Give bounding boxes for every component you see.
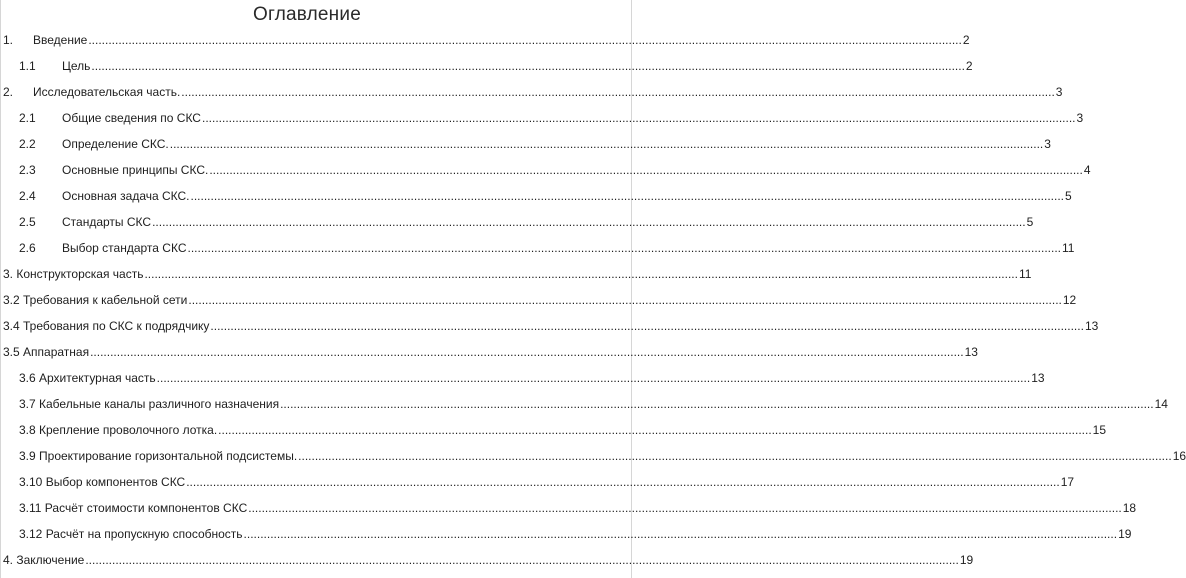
toc-page-number: 13 [1031, 371, 1045, 385]
toc-entry-line [3, 547, 974, 573]
toc-page-number: 3 [1044, 137, 1051, 151]
toc-page-number: 2 [965, 59, 973, 73]
toc-entry[interactable] [1, 131, 1051, 157]
toc-list [1, 27, 1186, 573]
toc-entry[interactable] [1, 183, 1072, 209]
toc-entry[interactable] [1, 157, 1091, 183]
toc-dot-leader: ...................................................................................................................................................................................................................................................................... [181, 85, 1055, 99]
toc-dot-leader: ...................................................................................................................................................................................................................................................................... [298, 449, 1172, 463]
toc-entry-title: Исследовательская часть. [33, 85, 181, 99]
toc-entry-line [19, 131, 1051, 157]
toc-entry[interactable] [1, 209, 1034, 235]
toc-dot-leader: ...................................................................................................................................................................................................................................................................... [210, 319, 1084, 333]
toc-entry-title: Цель [62, 59, 91, 73]
toc-entry-number: 2.2 [19, 137, 36, 151]
toc-entry-title: 3.5 Аппаратная [3, 345, 90, 359]
toc-entry-line [19, 105, 1084, 131]
toc-page-number: 19 [1118, 527, 1132, 541]
toc-entry-number: 2.3 [19, 163, 36, 177]
toc-page-number: 15 [1092, 423, 1107, 437]
toc-dot-leader: ...................................................................................................................................................................................................................................................................... [169, 137, 1044, 151]
toc-entry-number: 2. [3, 85, 14, 99]
toc-entry-number: 2.1 [19, 111, 36, 125]
toc-entry-line [19, 391, 1168, 417]
toc-entry-title: 3.4 Требования по СКС к подрядчику [3, 319, 210, 333]
toc-entry[interactable] [1, 547, 974, 573]
toc-entry[interactable] [1, 287, 1077, 313]
toc-page-number: 11 [1062, 241, 1075, 255]
toc-entry-title: 3.11 Расчёт стоимости компонентов СКС [19, 501, 248, 515]
toc-dot-leader: ...................................................................................................................................................................................................................................................................... [144, 267, 1018, 281]
toc-page-number: 17 [1060, 475, 1075, 489]
toc-entry-title: Основная задача СКС. [62, 189, 190, 203]
toc-entry[interactable] [1, 79, 1063, 105]
toc-entry[interactable] [1, 235, 1075, 261]
toc-entry-line [3, 27, 970, 53]
toc-page-number: 18 [1122, 501, 1137, 515]
toc-entry-title: 3.6 Архитектурная часть [19, 371, 156, 385]
toc-page-number: 4 [1083, 163, 1091, 177]
toc-entry-line [19, 53, 973, 79]
toc-entry-line [3, 313, 1099, 339]
toc-entry-line [19, 521, 1132, 547]
toc-entry[interactable] [1, 339, 978, 365]
toc-entry-line [3, 339, 978, 365]
toc-entry-line [3, 261, 1032, 287]
toc-entry-line [19, 417, 1107, 443]
toc-title: Оглавление [253, 4, 361, 25]
toc-dot-leader: ...................................................................................................................................................................................................................................................................... [190, 189, 1065, 203]
toc-entry-number: 1. [3, 33, 14, 47]
toc-entry-title: 3. Конструкторская часть [3, 267, 144, 281]
toc-entry[interactable] [1, 261, 1032, 287]
toc-dot-leader: ...................................................................................................................................................................................................................................................................... [201, 111, 1076, 125]
toc-entry-title: Основные принципы СКС. [62, 163, 209, 177]
toc-entry[interactable] [1, 105, 1084, 131]
toc-entry-line [19, 235, 1075, 261]
toc-entry-title: 4. Заключение [3, 553, 85, 567]
toc-dot-leader: ...................................................................................................................................................................................................................................................................... [243, 527, 1118, 541]
toc-entry-title: 3.2 Требования к кабельной сети [3, 293, 188, 307]
toc-entry-line [3, 287, 1077, 313]
toc-entry-number: 2.6 [19, 241, 36, 255]
toc-entry[interactable] [1, 443, 1186, 469]
toc-dot-leader: ...................................................................................................................................................................................................................................................................... [188, 293, 1062, 307]
toc-dot-leader: ...................................................................................................................................................................................................................................................................... [187, 241, 1062, 255]
toc-entry-title: 3.10 Выбор компонентов СКС [19, 475, 186, 489]
toc-page-number: 3 [1076, 111, 1084, 125]
toc-entry[interactable] [1, 391, 1168, 417]
toc-entry-number: 2.4 [19, 189, 36, 203]
toc-entry-number: 2.5 [19, 215, 36, 229]
toc-dot-leader: ...................................................................................................................................................................................................................................................................... [280, 397, 1154, 411]
toc-entry-title: 3.8 Крепление проволочного лотка. [19, 423, 218, 437]
toc-page-number: 5 [1026, 215, 1034, 229]
toc-dot-leader: ...................................................................................................................................................................................................................................................................... [186, 475, 1060, 489]
toc-entry-title: 3.7 Кабельные каналы различного назначения [19, 397, 280, 411]
toc-dot-leader: ...................................................................................................................................................................................................................................................................... [209, 163, 1083, 177]
toc-entry-title: Общие сведения по СКС [62, 111, 201, 125]
toc-dot-leader: ...................................................................................................................................................................................................................................................................... [218, 423, 1092, 437]
toc-entry[interactable] [1, 53, 973, 79]
toc-entry-line [19, 209, 1034, 235]
toc-entry-line [19, 365, 1045, 391]
toc-page-number: 11 [1018, 267, 1032, 281]
toc-entry-line [3, 79, 1063, 105]
toc-entry[interactable] [1, 365, 1045, 391]
toc-dot-leader: ...................................................................................................................................................................................................................................................................... [156, 371, 1031, 385]
toc-entry[interactable] [1, 27, 970, 53]
toc-page-number: 13 [1084, 319, 1099, 333]
toc-entry[interactable] [1, 495, 1137, 521]
toc-page-number: 5 [1065, 189, 1072, 203]
toc-entry-title: 3.9 Проектирование горизонтальной подсистемы. [19, 449, 298, 463]
toc-page-number: 16 [1172, 449, 1186, 463]
toc-page-number: 12 [1062, 293, 1077, 307]
toc-page-number: 2 [962, 33, 970, 47]
toc-page-number: 14 [1154, 397, 1168, 411]
toc-page-number: 13 [964, 345, 978, 359]
toc-entry[interactable] [1, 469, 1075, 495]
toc-entry-number: 1.1 [19, 59, 36, 73]
toc-dot-leader: ...................................................................................................................................................................................................................................................................... [152, 215, 1026, 229]
toc-page-number: 3 [1055, 85, 1063, 99]
toc-entry-title: Введение [33, 33, 88, 47]
toc-entry-title: Определение СКС. [62, 137, 169, 151]
toc-page-number: 19 [959, 553, 974, 567]
toc-dot-leader: ...................................................................................................................................................................................................................................................................... [90, 345, 964, 359]
toc-entry[interactable] [1, 417, 1107, 443]
toc-entry[interactable] [1, 521, 1132, 547]
toc-entry-line [19, 183, 1072, 209]
toc-entry-line [19, 443, 1186, 469]
toc-entry-line [19, 157, 1091, 183]
toc-entry-title: Стандарты СКС [62, 215, 152, 229]
toc-dot-leader: ...................................................................................................................................................................................................................................................................... [91, 59, 965, 73]
toc-entry-title: 3.12 Расчёт на пропускную способность [19, 527, 243, 541]
toc-entry-title: Выбор стандарта СКС [62, 241, 187, 255]
toc-entry[interactable] [1, 313, 1099, 339]
toc-dot-leader: ...................................................................................................................................................................................................................................................................... [88, 33, 962, 47]
toc-dot-leader: ...................................................................................................................................................................................................................................................................... [248, 501, 1122, 515]
toc-entry-line [19, 469, 1075, 495]
toc-entry-line [19, 495, 1137, 521]
toc-dot-leader: ...................................................................................................................................................................................................................................................................... [85, 553, 959, 567]
